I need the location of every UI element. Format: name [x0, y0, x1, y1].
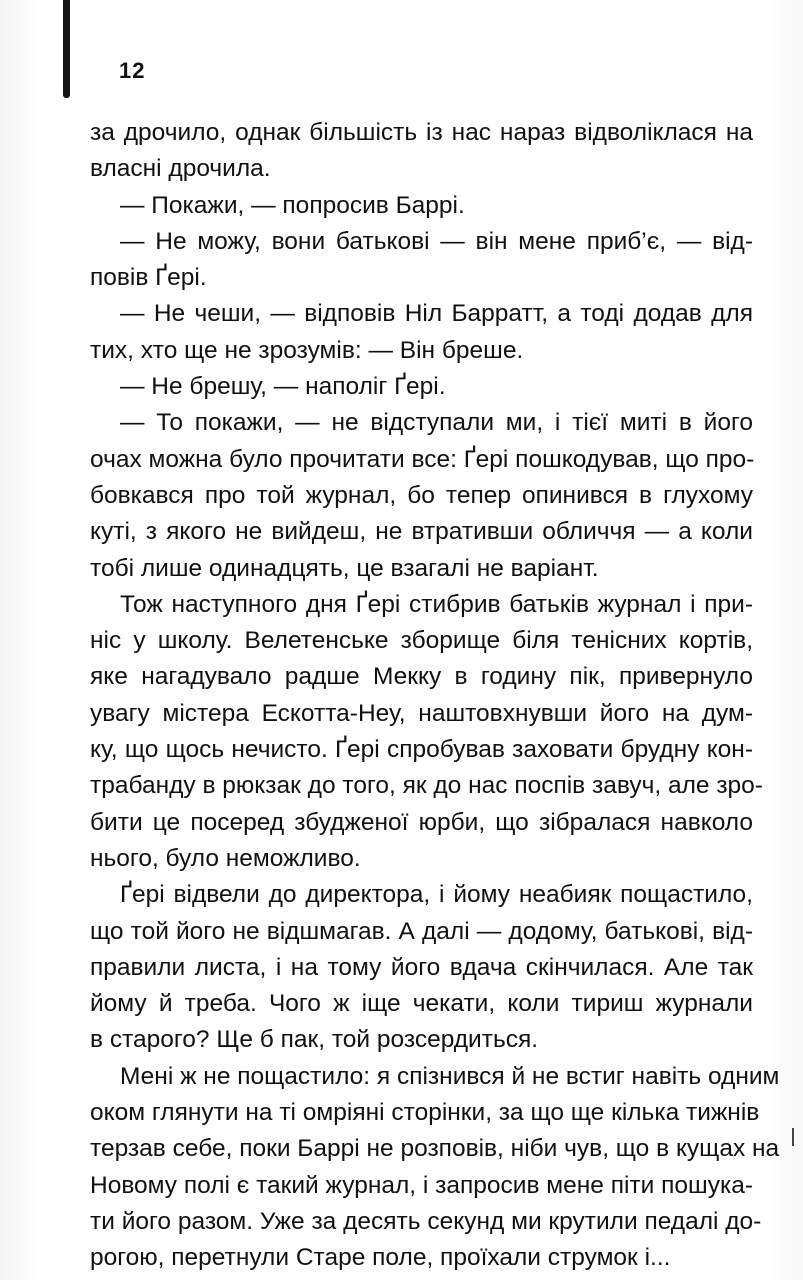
text-line: — То покажи, — не відступали ми, і тієї миті в його: [120, 409, 753, 437]
text-line: ти його разом. Уже за десять секунд ми крутили педалі до-: [90, 1207, 762, 1235]
text-line: тобі лише одинадцять, це взагалі не варіант.: [90, 554, 599, 582]
binding-edge-mark: [63, 0, 70, 98]
text-line: очах можна було прочитати все: Ґері пошкодував, що про-: [90, 445, 755, 473]
text-line: Новому полі є такий журнал, і запросив мене піти пошука-: [90, 1171, 753, 1199]
margin-mark: [792, 1128, 794, 1146]
text-line: нього, було неможливо.: [90, 844, 361, 872]
text-line: Тож наступного дня Ґері стибрив батьків журнал і при-: [120, 590, 753, 618]
text-line: власні дрочила.: [90, 155, 271, 183]
text-line: — Не можу, вони батькові — він мене приб’є, — від-: [120, 227, 753, 255]
text-line: куті, з якого не вийдеш, не втративши обличчя — а коли: [90, 518, 753, 546]
text-line: трабанду в рюкзак до того, як до нас поспів завуч, але зро-: [90, 772, 763, 800]
text-line: Мені ж не пощастило: я спізнився й не встиг навіть одним: [120, 1062, 780, 1090]
text-line: — Не брешу, — наполіг Ґері.: [120, 373, 446, 401]
text-line: бовкався про той журнал, бо тепер опинився в глухому: [90, 481, 753, 509]
text-line: ку, що щось нечисто. Ґері спробував заховати брудну кон-: [90, 736, 753, 764]
text-line: тих, хто ще не зрозумів: — Він бреше.: [90, 336, 524, 364]
body-text: [90, 115, 780, 1277]
text-line: терзав себе, поки Баррі не розповів, ніби чув, що в кущах на: [90, 1135, 780, 1163]
text-line: оком глянути на ті омріяні сторінки, за що ще кілька тижнів: [90, 1099, 760, 1127]
text-line: рогою, перетнули Старе поле, проїхали струмок і...: [90, 1244, 671, 1272]
text-line: правили листа, і на тому його вдача скінчилася. Але так: [90, 953, 753, 981]
text-line: Ґері відвели до директора, і йому неабияк пощастило,: [120, 881, 753, 909]
text-line: бити це посеред збудженої юрби, що зібралася навколо: [90, 808, 753, 836]
text-line: що той його не відшмагав. А далі — додому, батькові, від-: [90, 917, 753, 945]
text-line: за дрочило, однак більшість із нас нараз відволіклася на: [90, 119, 753, 146]
text-line: йому й треба. Чого ж іще чекати, коли тириш журнали: [90, 990, 753, 1018]
text-line: ніс у школу. Велетенське зборище біля тенісних кортів,: [90, 627, 753, 655]
text-line: — Не чеши, — відповів Ніл Барратт, а тоді додав для: [120, 300, 753, 328]
text-line: повів Ґері.: [90, 264, 207, 292]
text-line: увагу містера Ескотта-Неу, наштовхнувши його на дум-: [90, 699, 753, 727]
page-number: 12: [119, 58, 146, 83]
text-line: в старого? Ще б пак, той розсердиться.: [90, 1026, 539, 1054]
text-line: яке нагадувало радше Мекку в годину пік, привернуло: [90, 663, 753, 691]
text-line: — Покажи, — попросив Баррі.: [120, 191, 465, 219]
